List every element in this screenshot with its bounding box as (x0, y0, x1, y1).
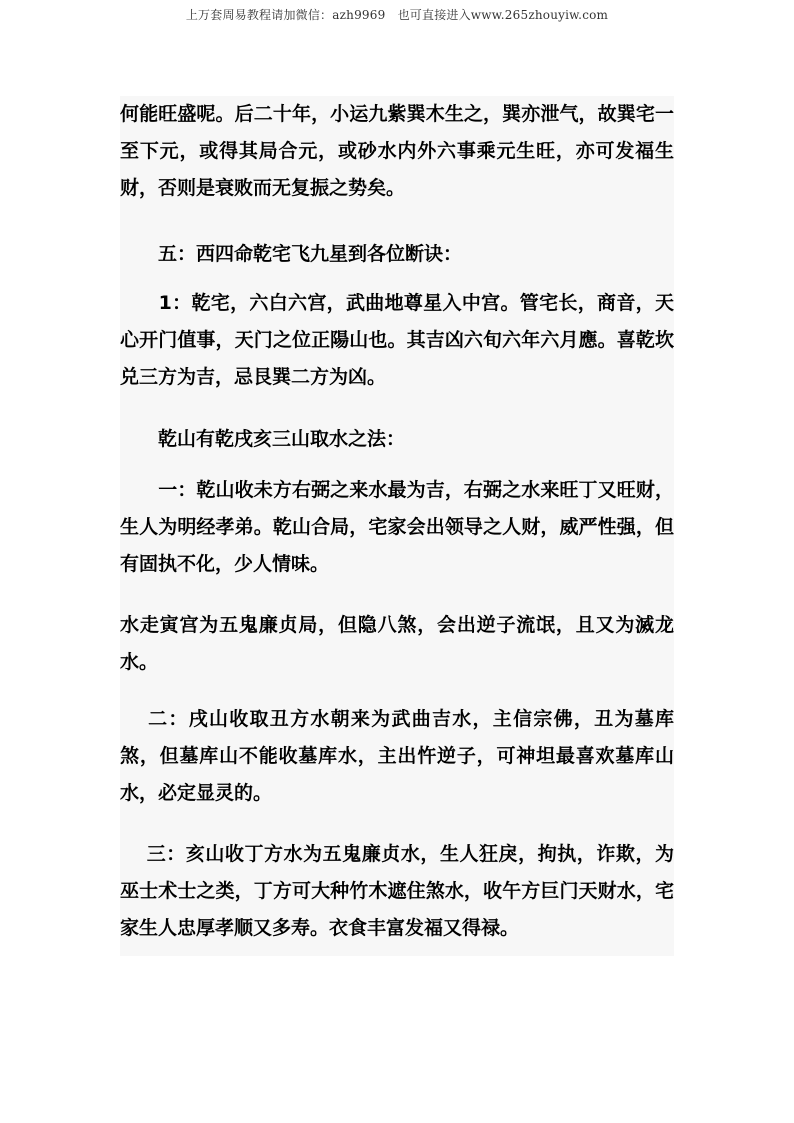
page-header: 上万套周易教程请加微信：azh9969 也可直接进入www.265zhouyiw.com (185, 8, 609, 22)
paragraph-intro: 何能旺盛呢。后二十年，小运九紫巽木生之，巽亦泄气，故巽宅一至下元，或得其局合元，或砂水内外六事乘元生旺，亦可发福生财，否则是衰败而无复振之势矣。 (120, 103, 674, 199)
paragraph-item-two: 二：戌山收取丑方水朝来为武曲吉水，主信宗佛，丑为墓库煞，但墓库山不能收墓库水，主出忤逆子，可神坦最喜欢墓库山水，必定显灵的。 (120, 708, 674, 804)
document-body (120, 96, 674, 956)
paragraph-yin-palace: 水走寅宫为五鬼廉贞局，但隐八煞，会出逆子流氓，且又为滅龙水。 (120, 614, 674, 673)
paragraph-section-five: 五：西四命乾宅飞九星到各位断诀： (120, 243, 463, 265)
paragraph-qian-house: 1：乾宅，六白六宫，武曲地尊星入中宫。管宅长，商音，天心开门值事，天门之位正陽山也。其吉凶六旬六年六月應。喜乾坎兑三方为吉，忌艮巽二方为凶。 (120, 292, 674, 388)
paragraph-item-three: 三：亥山收丁方水为五鬼廉贞水，生人狂戾，拘执，诈欺，为巫士术士之类，丁方可大种竹木遮住煞水，收午方巨门天财水，宅家生人忠厚孝顺又多寿。衣食丰富发福又得禄。 (120, 843, 674, 939)
paragraph-item-one: 一：乾山收未方右弼之来水最为吉，右弼之水来旺丁又旺财，生人为明经孝弟。乾山合局，宅家会出领导之人财，威严性强，但有固执不化，少人情味。 (120, 479, 674, 575)
paragraph-water-methods: 乾山有乾戌亥三山取水之法： (120, 428, 406, 450)
